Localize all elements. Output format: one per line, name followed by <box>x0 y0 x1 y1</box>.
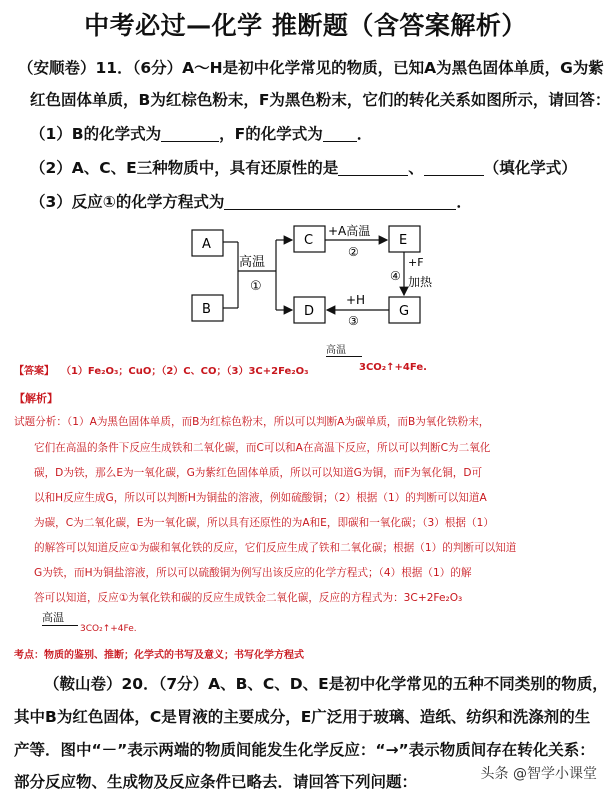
q20-line-1: （鞍山卷）20．（7分）A、B、C、D、E是初中化学常见的五种不同类别的物质， <box>44 675 608 693</box>
q11-part3-text-b: ． <box>456 193 472 211</box>
cond2-label: +A高温 <box>328 224 371 238</box>
answer-blank-1[interactable] <box>161 126 219 142</box>
analysis-label: 【解析】 <box>14 392 58 405</box>
reaction-diagram <box>186 222 433 344</box>
q11-lead: （安顺卷）11．（6分）A～H是初中化学常见的物质，已知A为黑色固体单质，G为紫 <box>18 59 604 77</box>
q11-part1-text-a: （1）B的化学式为 <box>30 125 162 143</box>
answer-blank-3[interactable] <box>338 160 408 176</box>
answer-blank-5[interactable] <box>224 194 456 210</box>
analysis-condition <box>42 609 78 627</box>
source-watermark: 头条 @智学小课堂 <box>480 766 597 782</box>
kaodian-line: 考点：物质的鉴别、推断；化学式的书写及意义；书写化学方程式 <box>14 650 304 661</box>
reaction-3-number: ③ <box>348 314 359 328</box>
page-title: 中考必过—化学 推断题（含答案解析） <box>84 11 527 40</box>
answer-condition-bar <box>326 356 362 357</box>
reaction-4-number: ④ <box>390 269 401 283</box>
q11-part1-text-c: ． <box>356 125 373 143</box>
q11-part2-text-a: （2）A、C、E三种物质中，具有还原性的是 <box>30 159 339 177</box>
cond3-label: +H <box>346 293 366 307</box>
box-c-label: C <box>304 233 314 248</box>
analysis-line-3: 碳，D为铁，那么E为一氧化碳，G为紫红色固体单质，所以可以知道G为铜，而F为氧化铜，D可 <box>34 467 483 479</box>
answer-label: 【答案】 <box>14 366 54 377</box>
box-a-label: A <box>202 237 211 252</box>
box-g-label: G <box>399 304 410 319</box>
cond1-label: 高温 <box>239 255 266 270</box>
q20-line-3: 产等．图中“－”表示两端的物质间能发生化学反应：“→”表示物质间存在转化关系： <box>14 741 595 759</box>
q11-part1-text-b: ，F的化学式为 <box>219 125 323 143</box>
analysis-line-7: G为铁，而H为铜盐溶液，所以可以硫酸铜为例写出该反应的化学方程式；（4）根据（1）的解 <box>34 567 472 579</box>
q11-part1 <box>30 122 372 144</box>
analysis-line-8: 答可以知道，反应①为氧化铁和碳的反应生成铁金二氧化碳，反应的方程式为：3C+2Fe₂O₃ <box>34 592 463 604</box>
q11-part2-text-b: 、 <box>408 159 424 177</box>
answer-text-1: （1）Fe₂O₃；CuO；（2）C、CO；（3）3C+2Fe₂O₃ <box>60 366 309 377</box>
answer-line <box>14 362 309 377</box>
answer-condition-text: 高温 <box>326 345 346 356</box>
answer-blank-4[interactable] <box>424 160 484 176</box>
q11-part2-text-c: （填化学式） <box>483 159 577 177</box>
box-e-label: E <box>399 233 408 248</box>
box-d-label: D <box>304 304 315 319</box>
analysis-line-5: 为碳，C为二氧化碳，E为一氧化碳，所以具有还原性的为A和E，即碳和一氧化碳；（3）根据（1） <box>34 517 494 529</box>
answer-blank-2[interactable] <box>323 126 357 142</box>
q20-line-2: 其中B为红色固体，C是胃液的主要成分，E广泛用于玻璃、造纸、纺织和洗涤剂的生 <box>14 708 591 726</box>
answer-text-2: 3CO₂↑+4Fe. <box>359 362 427 373</box>
analysis-tail: 3CO₂↑+4Fe. <box>80 624 137 634</box>
cond4-condition: 加热 <box>408 275 433 289</box>
answer-condition <box>326 341 362 358</box>
box-b-label: B <box>202 302 211 317</box>
cond4-reagent: +F <box>408 256 424 269</box>
reaction-2-number: ② <box>348 245 359 259</box>
analysis-line-4: 以和H反应生成G，所以可以判断H为铜盐的溶液，例如硫酸铜；（2）根据（1）的判断可以知道A <box>34 492 487 504</box>
q11-part3 <box>30 190 472 212</box>
q11-part3-text-a: （3）反应①的化学方程式为 <box>30 193 225 211</box>
q20-line-4: 部分反应物、生成物及反应条件已略去．请回答下列问题： <box>14 773 418 791</box>
analysis-line-6: 的解答可以知道反应①为碳和氧化铁的反应，它们反应生成了铁和二氧化碳；根据（1）的判断可以知道 <box>34 542 517 554</box>
analysis-condition-text: 高温 <box>42 611 64 624</box>
analysis-condition-bar <box>42 625 78 626</box>
q11-line2: 红色固体单质，B为红棕色粉末，F为黑色粉末，它们的转化关系如图所示，请回答： <box>30 91 611 109</box>
q11-part2 <box>30 156 577 178</box>
reaction-1-number: ① <box>250 279 262 294</box>
analysis-line-2: 它们在高温的条件下反应生成铁和二氧化碳，而C可以和A在高温下反应，所以可以判断C为二氧化 <box>34 442 491 454</box>
analysis-line-1: 试题分析：（1）A为黑色固体单质，而B为红棕色粉末，所以可以判断A为碳单质，而B为氧化铁粉末， <box>14 416 490 428</box>
